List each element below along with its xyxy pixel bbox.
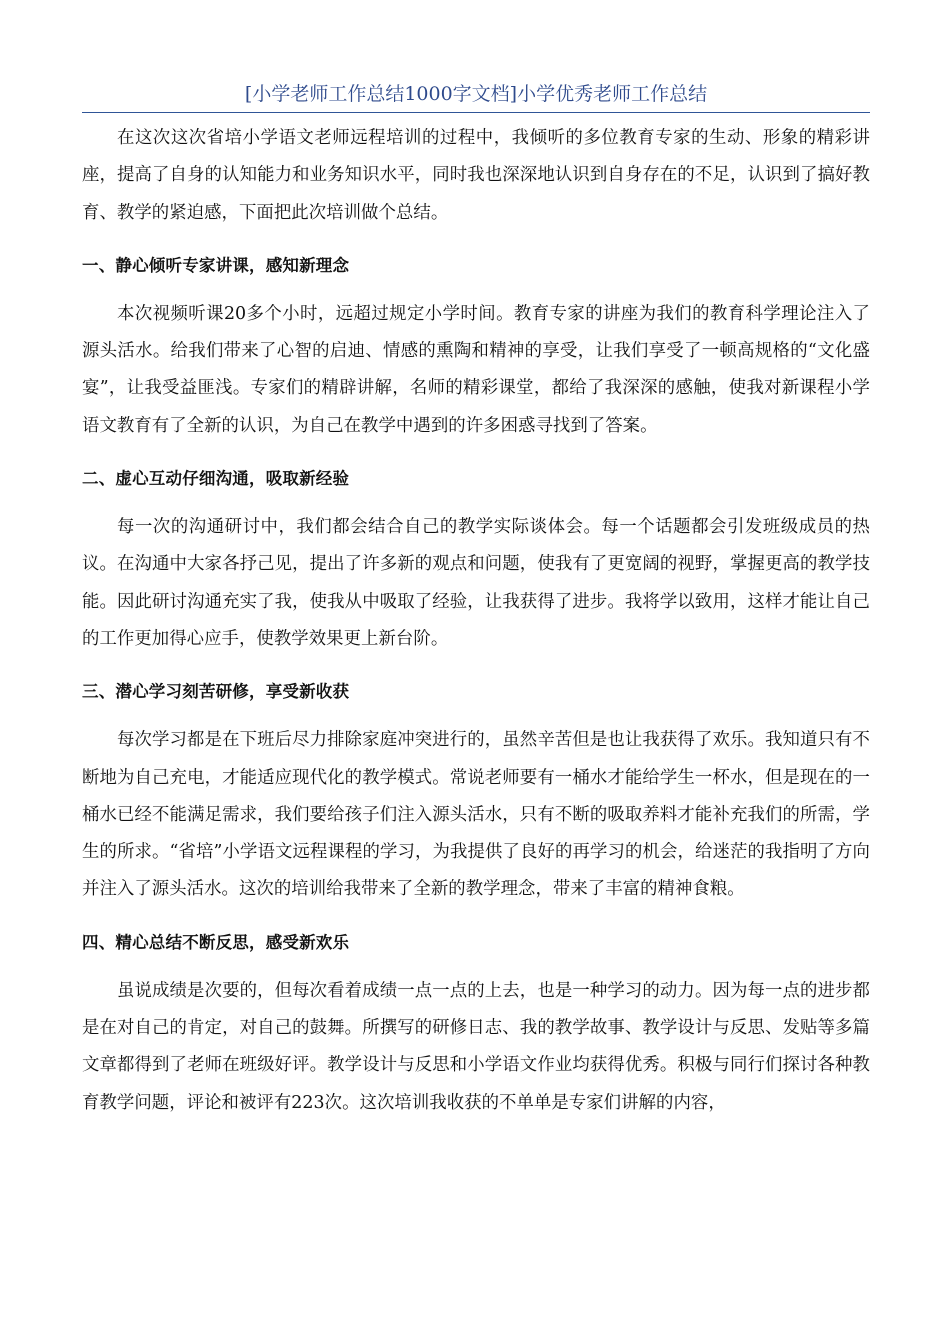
spacer [82, 445, 870, 461]
section-heading-4: 四、精心总结不断反思，感受新欢乐 [82, 932, 350, 952]
intro-paragraph: 在这次这次省培小学语文老师远程培训的过程中，我倾听的多位教育专家的生动、形象的精彩讲座，提高了自身的认知能力和业务知识水平，同时我也深深地认识到自身存在的不足，认识到了搞好教育、教学的紧迫感，下面把此次培训做个总结。 [82, 128, 870, 223]
spacer [82, 961, 870, 973]
section-body-2: 每一次的沟通研讨中，我们都会结合自己的教学实际谈体会。每一个话题都会引发班级成员的热议。在沟通中大家各抒己见，提出了许多新的观点和问题，使我有了更宽阔的视野，掌握更高的教学技能。因此研讨沟通充实了我，使我从中吸取了经验，让我获得了进步。我将学以致用，这样才能让自己的工作更加得心应手，使教学效果更上新台阶。 [82, 517, 870, 649]
spacer [82, 710, 870, 722]
section-heading-1: 一、静心倾听专家讲课，感知新理念 [82, 255, 350, 275]
section-heading-2: 二、虚心互动仔细沟通，吸取新经验 [82, 469, 350, 489]
header-title: [小学老师工作总结1000字文档]小学优秀老师工作总结 [244, 83, 708, 105]
spacer [82, 909, 870, 925]
document-body [82, 120, 870, 1122]
spacer [82, 658, 870, 674]
spacer [82, 284, 870, 296]
section-body-3: 每次学习都是在下班后尽力排除家庭冲突进行的，虽然辛苦但是也让我获得了欢乐。我知道只有不断地为自己充电，才能适应现代化的教学模式。常说老师要有一桶水才能给学生一杯水，但是现在的一桶水已经不能满足需求，我们要给孩子们注入源头活水，只有不断的吸取养料才能补充我们的所需，学生的所求。“省培”小学语文远程课程的学习，为我提供了良好的再学习的机会，给迷茫的我指明了方向并注入了源头活水。这次的培训给我带来了全新的教学理念，带来了丰富的精神食粮。 [82, 730, 870, 900]
page-header [82, 78, 870, 113]
section-heading-3: 三、潜心学习刻苦研修，享受新收获 [82, 682, 350, 702]
section-body-1: 本次视频听课20多个小时，远超过规定小学时间。教育专家的讲座为我们的教育科学理论注入了源头活水。给我们带来了心智的启迪、情感的熏陶和精神的享受，让我们享受了一顿高规格的“文化盛宴”，让我受益匪浅。专家们的精辟讲解，名师的精彩课堂，都给了我深深的感触，使我对新课程小学语文教育有了全新的认识，为自己在教学中遇到的许多困惑寻找到了答案。 [82, 303, 870, 436]
spacer [82, 232, 870, 248]
spacer [82, 497, 870, 509]
section-body-4: 虽说成绩是次要的，但每次看着成绩一点一点的上去，也是一种学习的动力。因为每一点的进步都是在对自己的肯定，对自己的鼓舞。所撰写的研修日志、我的教学故事、教学设计与反思、发贴等多篇文章都得到了老师在班级好评。教学设计与反思和小学语文作业均获得优秀。积极与同行们探讨各种教育教学问题，评论和被评有223次。这次培训我收获的不单单是专家们讲解的内容， [82, 980, 870, 1113]
